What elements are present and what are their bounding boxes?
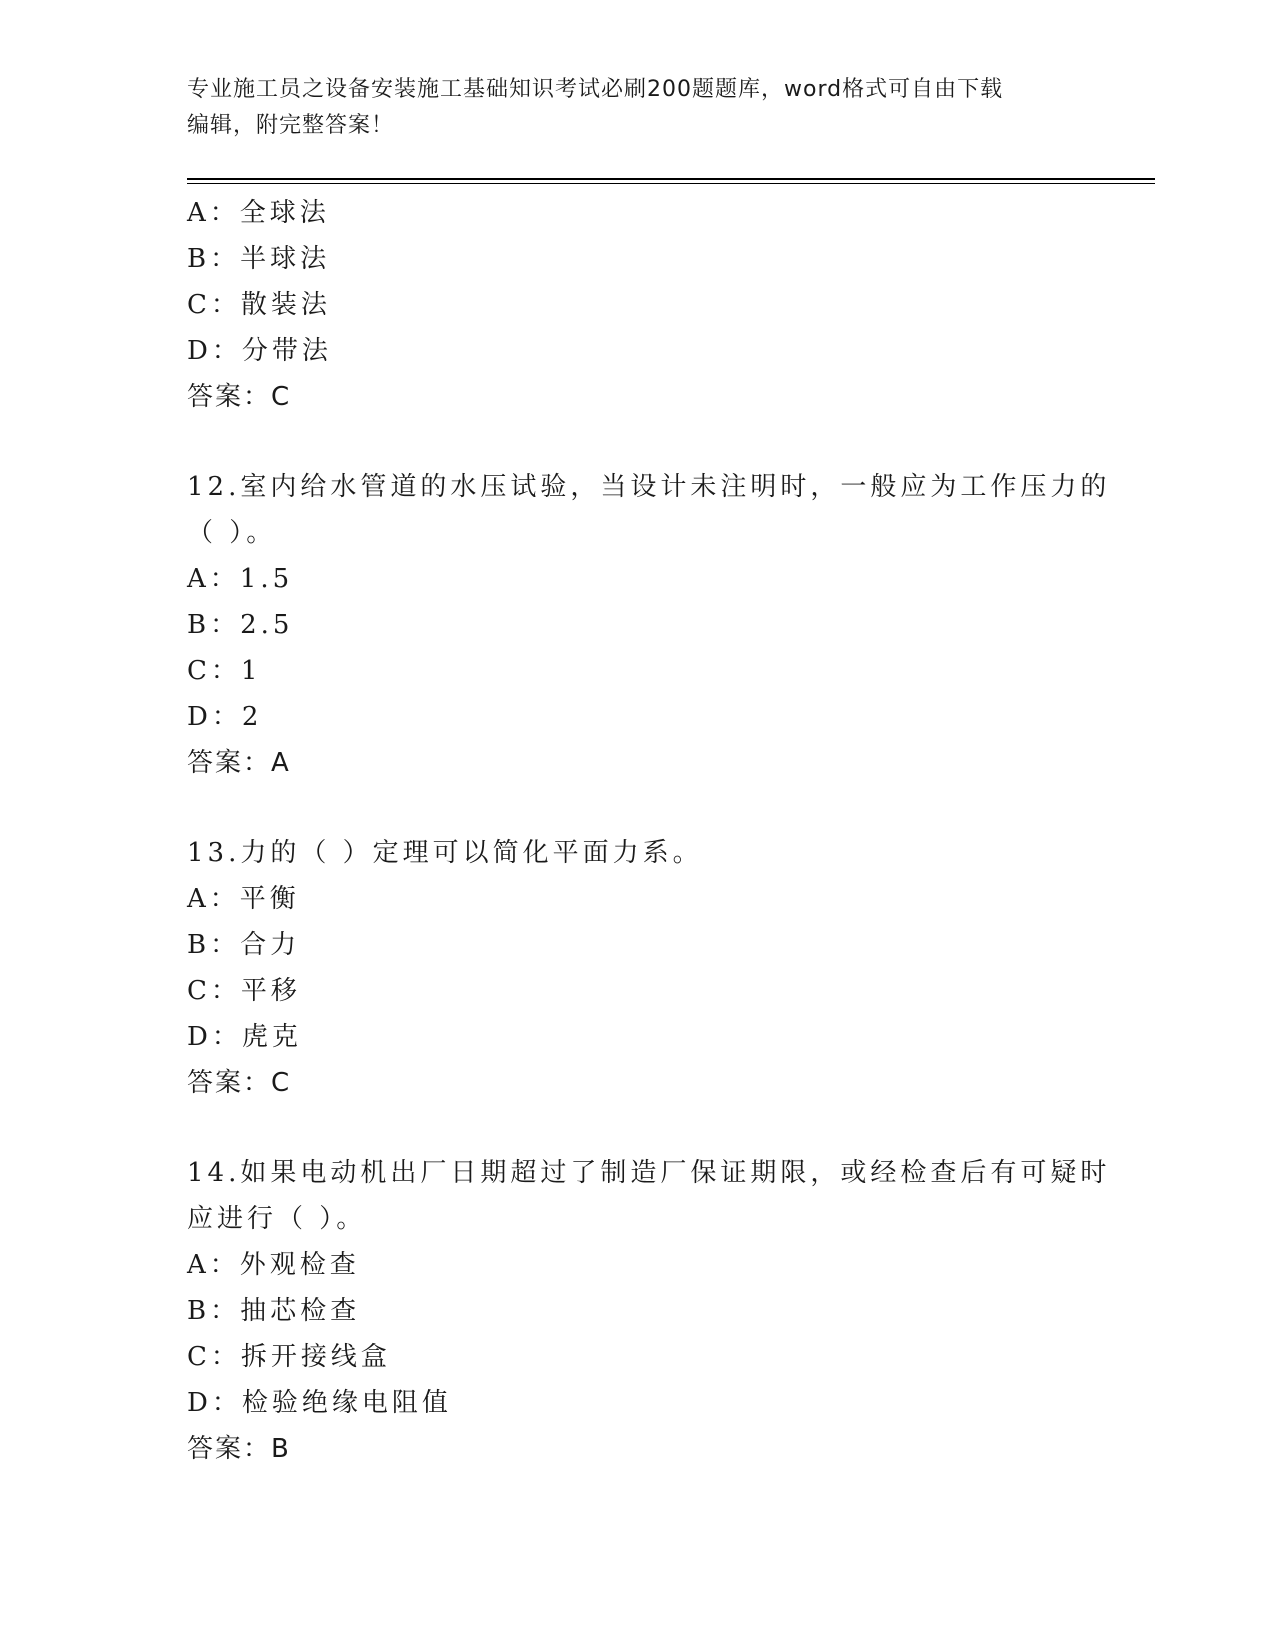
option-b: B：半球法 <box>187 244 331 274</box>
option-d: D：虎克 <box>187 1022 302 1052</box>
question-stem-continued: 应进行（ ）。 <box>187 1204 367 1234</box>
option-b: B：抽芯检查 <box>187 1296 361 1326</box>
option-b: B：合力 <box>187 930 301 960</box>
header-divider-thick <box>187 178 1155 180</box>
answer-line: 答案：C <box>187 1068 292 1098</box>
question-11 <box>187 190 1127 420</box>
question-13 <box>187 830 1127 1106</box>
question-stem: 12.室内给水管道的水压试验，当设计未注明时，一般应为工作压力的 <box>187 472 1111 502</box>
question-stem: 13.力的（ ）定理可以简化平面力系。 <box>187 838 703 868</box>
option-a: A：1.5 <box>187 564 294 594</box>
option-d: D：检验绝缘电阻值 <box>187 1388 452 1418</box>
option-a: A：外观检查 <box>187 1250 360 1280</box>
question-stem-continued: （ ）。 <box>187 518 277 548</box>
option-c: C：平移 <box>187 976 301 1006</box>
question-12 <box>187 464 1127 786</box>
header-title-line-1: 专业施工员之设备安装施工基础知识考试必刷200题题库，word格式可自由下载 <box>187 77 1004 102</box>
header-divider-thin <box>187 183 1155 184</box>
option-a: A：全球法 <box>187 198 330 228</box>
option-c: C：1 <box>187 656 262 686</box>
header-title-line-2: 编辑，附完整答案！ <box>187 113 395 138</box>
option-c: C：散装法 <box>187 290 331 320</box>
answer-line: 答案：B <box>187 1434 291 1464</box>
option-b: B：2.5 <box>187 610 294 640</box>
document-header <box>187 72 1067 144</box>
option-c: C：拆开接线盒 <box>187 1342 391 1372</box>
option-a: A：平衡 <box>187 884 300 914</box>
question-stem: 14.如果电动机出厂日期超过了制造厂保证期限，或经检查后有可疑时 <box>187 1158 1111 1188</box>
answer-line: 答案：A <box>187 748 291 778</box>
question-list <box>187 190 1127 1472</box>
question-14 <box>187 1150 1127 1472</box>
option-d: D：分带法 <box>187 336 332 366</box>
answer-line: 答案：C <box>187 382 292 412</box>
option-d: D：2 <box>187 702 263 732</box>
